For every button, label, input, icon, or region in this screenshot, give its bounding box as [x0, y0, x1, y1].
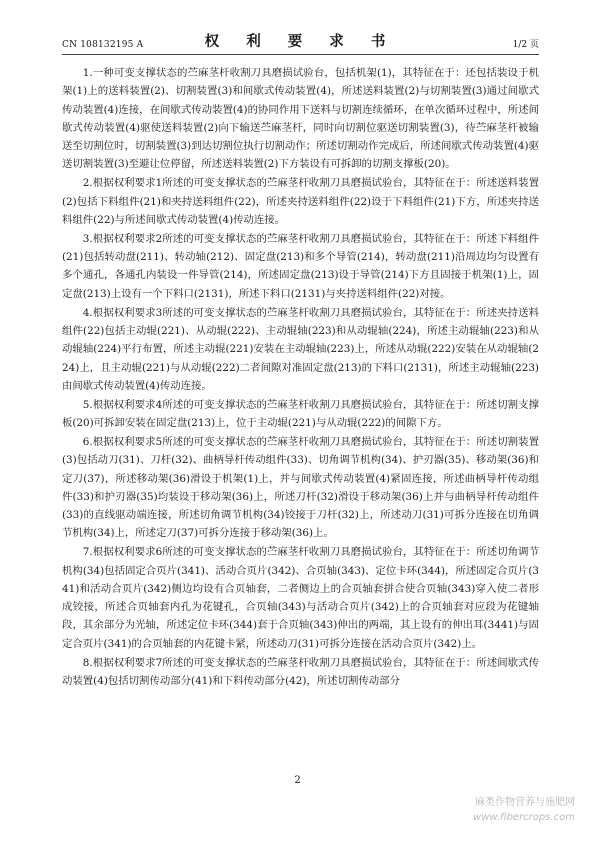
- page-indicator: 1/2 页: [512, 40, 539, 50]
- claim-3: 3.根据权利要求2所述的可变支撑状态的苎麻茎杆收割刀具磨损试验台，其特征在于：所述下料组件(21)包括转动盘(211)、转动轴(212)、固定盘(213)和多个导管(214)，转动盘(211)沿周边均匀设置有多个通孔，各通孔内装设一件导管(214)，所述固定盘(213)设于导管(214)下方且固接于机架(1)上，固定盘(213)上设有一个下料口(2131)，所述下料口(2131)与夹持送料组件(22)对接。: [62, 232, 539, 300]
- claim-5: 5.根据权利要求4所述的可变支撑状态的苎麻茎杆收割刀具磨损试验台，其特征在于：所述切割支撑板(20)可拆卸安装在固定盘(213)上，位于主动辊(221)与从动辊(222)的间隙下方。: [62, 398, 539, 430]
- footer-page-number: 2: [294, 775, 301, 786]
- claim-4: 4.根据权利要求3所述的可变支撑状态的苎麻茎杆收割刀具磨损试验台，其特征在于：所述夹持送料组件(22)包括主动辊(221)、从动辊(222)、主动辊轴(223)和从动辊轴(224)，所述主动辊轴(223)和从动辊轴(224)平行布置，所述主动辊(221)安装在主动辊轴(223)上，所述从动辊(222)安装在从动辊轴(224)上，且主动辊(221)与从动辊(222)二者间隙对准固定盘(213)的下料口(2131)，所述主动辊轴(223)由间歇式传动装置(4)传动连接。: [62, 306, 539, 392]
- watermark-site-name: 麻类作物营养与施肥网: [475, 797, 575, 808]
- page-header: [62, 28, 539, 55]
- publication-number: CN 108132195 A: [62, 40, 144, 50]
- claim-2: 2.根据权利要求1所述的可变支撑状态的苎麻茎杆收割刀具磨损试验台，其特征在于：所述送料装置(2)包括下料组件(21)和夹持送料组件(22)，所述夹持送料组件(22)设于下料组件(21)下方，所述夹持送料组件(22)与所述间歇式传动装置(4)传动连接。: [62, 177, 539, 226]
- claim-6: 6.根据权利要求5所述的可变支撑状态的苎麻茎杆收割刀具磨损试验台，其特征在于：所述切割装置(3)包括动刀(31)、刀杆(32)、曲柄导杆传动组件(33)、切角调节机构(34)、护刃器(35)、移动架(36)和定刀(37)，所述移动架(36)滑设于机架(1)上，并与间歇式传动装置(4)紧固连接，所述曲柄导杆传动组件(33)和护刃器(35)均装设于移动架(36)上，所述刀杆(32)滑设于移动架(36)上并与曲柄导杆传动组件(33)的直线驱动端连接，所述切角调节机构(34)铰接于刀杆(32)上，所述动刀(31)可拆分连接在切角调节机构(34)上，所述定刀(37)可拆分连接于移动架(36)上。: [62, 435, 539, 540]
- claim-8: 8.根据权利要求7所述的可变支撑状态的苎麻茎杆收割刀具磨损试验台，其特征在于：所述间歇式传动装置(4)包括切割传动部分(41)和下料传动部分(42)，所述切割传动部分: [62, 656, 539, 687]
- watermark-url: www.fibercrops.com: [473, 812, 575, 823]
- claim-1: 1.一种可变支撑状态的苎麻茎杆收割刀具磨损试验台，包括机架(1)，其特征在于：还包括装设于机架(1)上的送料装置(2)、切割装置(3)和间歇式传动装置(4)，所述送料装置(2)与切割装置(3)通过间歇式传动装置(4)连接，在间歇式传动装置(4)的协同作用下送料与切割连续循环，在单次循环过程中，所述间歇式传动装置(4)驱使送料装置(2)向下输送苎麻茎杆，同时向切割位驱送切割装置(3)，待苎麻茎杆被输送至切割位时，切割装置(3)到达切割位执行切割动作；所述切割动作完成后，所述间歇式传动装置(4)驱送切割装置(3)至避让位停留，所述送料装置(2)下方装设有可拆卸的切割支撑板(20)。: [62, 67, 539, 171]
- document-title: 权 利 要 求 书: [204, 33, 397, 50]
- claim-7: 7.根据权利要求6所述的可变支撑状态的苎麻茎杆收割刀具磨损试验台，其特征在于：所述切角调节机构(34)包括固定合页片(341)、活动合页片(342)、合页轴(343)、定位卡环(344)，所述固定合页片(341)和活动合页片(342)侧边均设有合页轴套，二者侧边上的合页轴套拼合使合页轴(343)穿入使二者形成铰接，所述合页轴套内孔为花键孔，合页轴(343)与活动合页片(342)上的合页轴套对应段为花键轴段，其余部分为光轴，所述定位卡环(344)套于合页轴(343)伸出的两端，其上设有的伸出耳(3441)与固定合页片(341)的合页轴套的内花键卡紧，所述动刀(31)可拆分连接在活动合页片(342)上。: [62, 546, 539, 650]
- claims-body: [62, 64, 539, 691]
